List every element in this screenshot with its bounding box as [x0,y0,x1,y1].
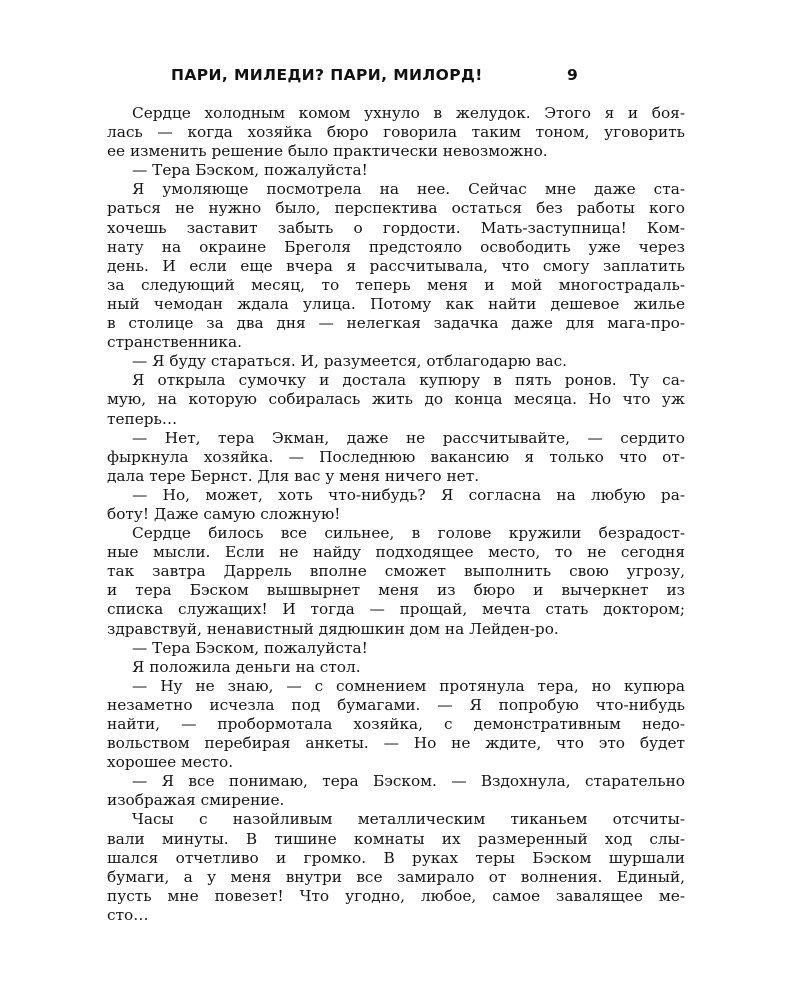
text-line: боту! Даже самую сложную! [107,504,341,523]
text-line: в столице за два дня — нелегкая задачка даже для мага-про- [107,314,685,333]
body-text [107,104,685,925]
text-line: шался отчетливо и громко. В руках теры Бэском шуршали [107,848,685,867]
text-line: вольством перебирая анкеты. — Но не ждите, что это будет [107,734,685,753]
text-line: сто… [107,905,149,924]
page-number: 9 [567,66,579,84]
text-line: Часы с назойливым металлическим тиканьем отсчиты- [132,810,685,829]
text-line: — Я буду стараться. И, разумеется, отблагодарю вас. [132,352,568,371]
text-line: ный чемодан ждала улица. Потому как найти дешевое жилье [107,294,685,313]
text-line: странственника. [107,333,242,352]
text-line: ее изменить решение было практически невозможно. [107,142,548,161]
running-header [107,66,685,90]
text-line: вали минуты. В тишине комнаты их размеренный ход слы- [107,829,685,848]
text-line: незаметно исчезла под бумагами. — Я попробую что-нибудь [107,695,685,714]
text-line: хочешь заставит забыть о гордости. Мать-заступница! Ком- [107,218,685,237]
text-line: мую, на которую собиралась жить до конца месяца. Но что уж [107,390,685,409]
text-line: так завтра Даррель вполне сможет выполнить свою угрозу, [107,562,685,581]
text-line: — Я все понимаю, тера Бэском. — Вздохнула, старательно [132,772,685,791]
text-line: ные мысли. Если не найду подходящее место, то не сегодня [107,543,685,562]
text-line: бумаги, а у меня внутри все замирало от волнения. Единый, [107,867,685,886]
text-line: — Нет, тера Экман, даже не рассчитывайте, — сердито [132,428,685,447]
text-line: дала тере Бернст. Для вас у меня ничего нет. [107,466,480,485]
text-line: лась — когда хозяйка бюро говорила таким тоном, уговорить [107,123,685,142]
text-line: Сердце холодным комом ухнуло в желудок. Этого я и боя- [132,104,685,122]
text-line: — Тера Бэском, пожалуйста! [132,638,368,657]
text-line: списка служащих! И тогда — прощай, мечта стать доктором; [107,600,685,619]
text-line: нату на окраине Бреголя предстояло освободить уже через [107,237,685,256]
text-line: Сердце билось все сильнее, в голове кружили безрадост- [132,524,685,543]
text-line: Я умоляюще посмотрела на нее. Сейчас мне даже ста- [132,180,685,199]
text-line: раться не нужно было, перспектива остаться без работы кого [107,199,685,218]
text-line: фыркнула хозяйка. — Последнюю вакансию я только что от- [107,447,685,466]
text-line: — Тера Бэском, пожалуйста! [132,161,368,180]
text-line: Я открыла сумочку и достала купюру в пять ронов. Ту са- [132,371,685,390]
text-line: день. И если еще вчера я рассчитывала, что смогу заплатить [107,256,685,275]
text-line: за следующий месяц, то теперь меня и мой многострадаль- [107,275,685,294]
book-title: ПАРИ, МИЛЕДИ? ПАРИ, МИЛОРД! [171,66,483,84]
text-line: — Ну не знаю, — с сомнением протянула тера, но купюра [132,676,685,695]
text-line: хорошее место. [107,753,234,772]
text-line: и тера Бэском вышвырнет меня из бюро и вычеркнет из [107,581,685,600]
text-line: изображая смирение. [107,791,285,810]
text-line: пусть мне повезет! Что угодно, любое, самое завалящее ме- [107,886,685,905]
text-line: — Но, может, хоть что-нибудь? Я согласна на любую ра- [132,485,685,504]
text-line: Я положила деньги на стол. [132,657,361,676]
text-line: теперь… [107,409,178,428]
text-line: здравствуй, ненавистный дядюшкин дом на Лейден-ро. [107,619,559,638]
text-line: найти, — пробормотала хозяйка, с демонстративным недо- [107,715,685,733]
